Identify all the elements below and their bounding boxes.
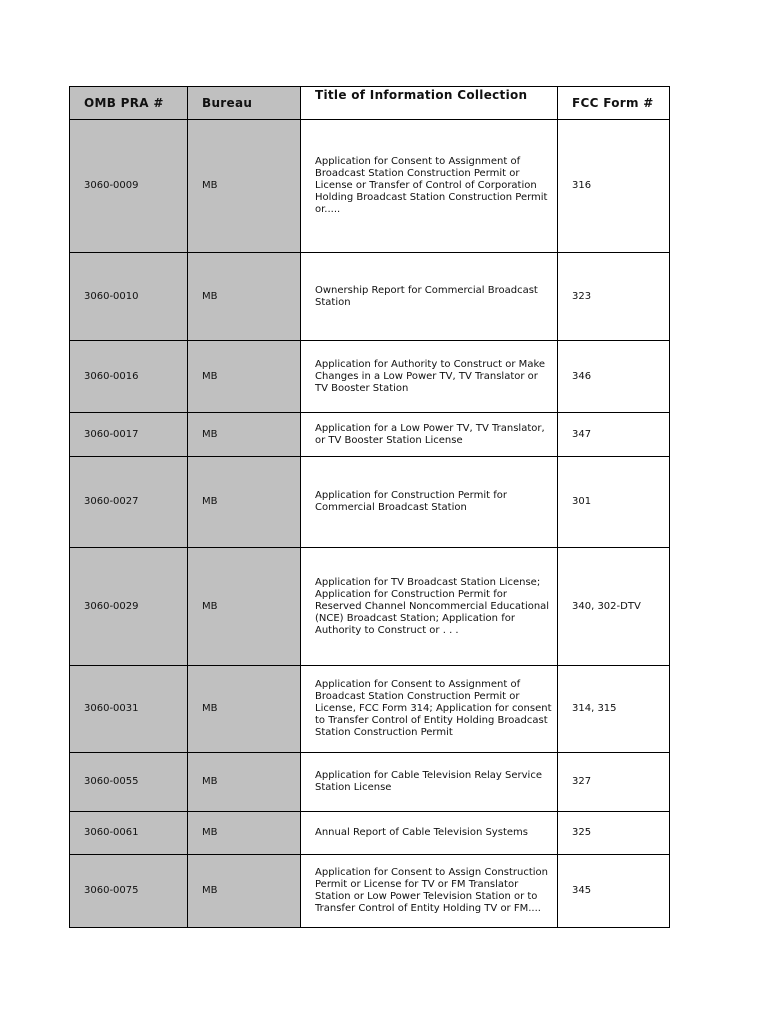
cell-bureau: MB — [188, 855, 301, 928]
cell-fcc-form: 316 — [558, 120, 670, 253]
cell-bureau: MB — [188, 812, 301, 855]
table-row — [70, 753, 670, 812]
table-row — [70, 120, 670, 253]
cell-bureau: MB — [188, 666, 301, 753]
cell-title: Ownership Report for Commercial Broadcast Station — [301, 253, 558, 341]
cell-fcc-form: 345 — [558, 855, 670, 928]
table-row — [70, 548, 670, 666]
cell-omb-pra: 3060-0009 — [70, 120, 188, 253]
cell-title: Application for Construction Permit for Commercial Broadcast Station — [301, 457, 558, 548]
table-row — [70, 666, 670, 753]
header-omb-pra: OMB PRA # — [70, 87, 188, 120]
cell-bureau: MB — [188, 548, 301, 666]
information-collections-table — [69, 86, 670, 928]
table-row — [70, 855, 670, 928]
cell-fcc-form: 347 — [558, 413, 670, 457]
cell-title: Application for Consent to Assignment of Broadcast Station Construction Permit or License, FCC Form 314; Application for consent to Transfer Control of Entity Holding Broadcast Station Construction Permit — [301, 666, 558, 753]
cell-bureau: MB — [188, 413, 301, 457]
cell-omb-pra: 3060-0031 — [70, 666, 188, 753]
cell-fcc-form: 323 — [558, 253, 670, 341]
cell-title: Application for Consent to Assignment of Broadcast Station Construction Permit or License or Transfer of Control of Corporation Holding Broadcast Station Construction Permit or..... — [301, 120, 558, 253]
cell-omb-pra: 3060-0075 — [70, 855, 188, 928]
cell-fcc-form: 327 — [558, 753, 670, 812]
header-bureau: Bureau — [188, 87, 301, 120]
cell-omb-pra: 3060-0027 — [70, 457, 188, 548]
cell-omb-pra: 3060-0010 — [70, 253, 188, 341]
cell-bureau: MB — [188, 753, 301, 812]
table-row — [70, 253, 670, 341]
cell-bureau: MB — [188, 341, 301, 413]
table-row — [70, 341, 670, 413]
cell-title: Application for a Low Power TV, TV Translator, or TV Booster Station License — [301, 413, 558, 457]
cell-omb-pra: 3060-0017 — [70, 413, 188, 457]
cell-bureau: MB — [188, 120, 301, 253]
cell-omb-pra: 3060-0016 — [70, 341, 188, 413]
header-row — [70, 87, 670, 120]
cell-fcc-form: 340, 302-DTV — [558, 548, 670, 666]
cell-bureau: MB — [188, 457, 301, 548]
table-row — [70, 413, 670, 457]
cell-omb-pra: 3060-0029 — [70, 548, 188, 666]
cell-title: Application for Consent to Assign Construction Permit or License for TV or FM Translator Station or Low Power Television Station or to Transfer Control of Entity Holding TV or FM.... — [301, 855, 558, 928]
cell-omb-pra: 3060-0061 — [70, 812, 188, 855]
cell-omb-pra: 3060-0055 — [70, 753, 188, 812]
cell-fcc-form: 346 — [558, 341, 670, 413]
table-header — [70, 87, 670, 120]
header-title: Title of Information Collection — [301, 87, 558, 120]
cell-bureau: MB — [188, 253, 301, 341]
cell-fcc-form: 314, 315 — [558, 666, 670, 753]
table-body — [70, 120, 670, 928]
cell-fcc-form: 325 — [558, 812, 670, 855]
table-row — [70, 812, 670, 855]
cell-fcc-form: 301 — [558, 457, 670, 548]
table-row — [70, 457, 670, 548]
cell-title: Application for TV Broadcast Station License; Application for Construction Permit for Reserved Channel Noncommercial Educational (NCE) Broadcast Station; Application for Authority to Construct or . . . — [301, 548, 558, 666]
cell-title: Application for Cable Television Relay Service Station License — [301, 753, 558, 812]
header-fcc-form: FCC Form # — [558, 87, 670, 120]
cell-title: Annual Report of Cable Television Systems — [301, 812, 558, 855]
cell-title: Application for Authority to Construct or Make Changes in a Low Power TV, TV Translator or TV Booster Station — [301, 341, 558, 413]
